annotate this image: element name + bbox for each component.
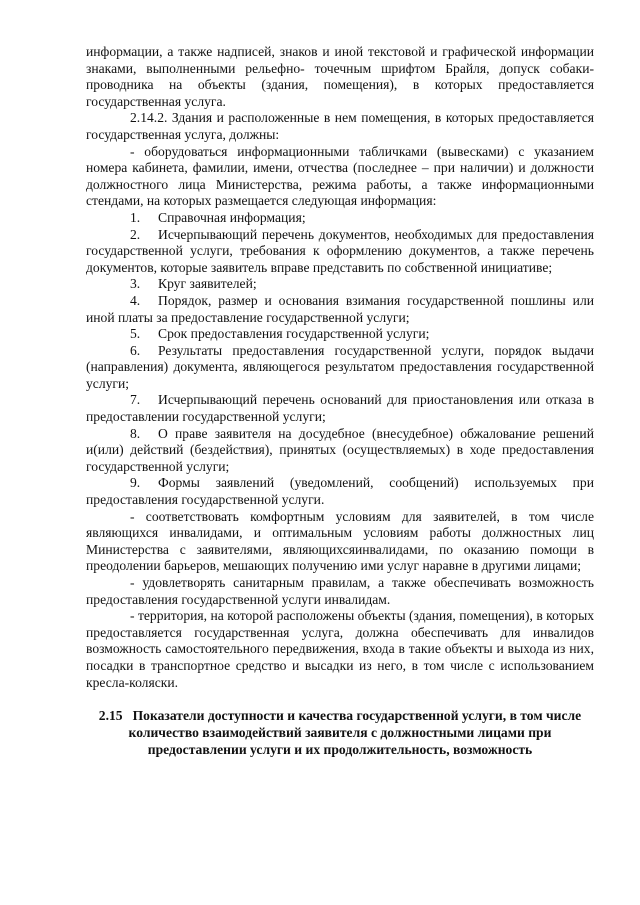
list-item (86, 475, 594, 508)
section-heading-2-15 (86, 707, 594, 758)
list-item (86, 276, 594, 293)
list-item-text: О праве заявителя на досудебное (внесудебное) обжалование решений и(или) действий (бездействия), принятых (осуществляемых) в ходе предоставления государственной услуги; (86, 425, 594, 474)
list-item-number: 5. (130, 326, 141, 342)
section-heading-text: Показатели доступности и качества государственной услуги, в том числе количество взаимодействий заявителя с должностными лицами при предоставлении услуги и их продолжительность, возможность (128, 708, 582, 758)
list-item (86, 326, 594, 343)
document-page (86, 44, 594, 758)
list-item-number: 6. (130, 342, 141, 358)
list-item-number: 8. (130, 425, 141, 441)
list-item-number: 4. (130, 292, 141, 308)
list-item (86, 293, 594, 326)
paragraph-sanitary-rules: - удовлетворять санитарным правилам, а также обеспечивать возможность предоставления государственной услуги инвалидам. (86, 575, 594, 607)
list-item (86, 227, 594, 277)
list-item (86, 343, 594, 393)
list-item-text: Исчерпывающий перечень документов, необходимых для предоставления государственной услуги, требования к оформлению документов, а также перечень документов, которые заявитель вправе представить по собственной инициативе; (86, 226, 594, 275)
list-item-text: Круг заявителей; (158, 276, 257, 292)
list-item (86, 392, 594, 425)
paragraph-section-2-14-2: 2.14.2. Здания и расположенные в нем помещения, в которых предоставляется государственная услуга, должны: (86, 110, 594, 142)
list-item-text: Формы заявлений (уведомлений, сообщений) используемых при предоставления государственной услуги. (86, 475, 594, 508)
list-item-text: Справочная информация; (158, 209, 306, 225)
paragraph-comfort-conditions: - соответствовать комфортным условиям для заявителей, в том числе являющихся инвалидами, и оптимальным условиям работы должностных лиц Министерства с заявителями, являющихсяинвалидами, по оказанию помощи в преодолении барьеров, мешающих получению ими услуг наравне в другими лицами; (86, 508, 594, 574)
paragraph-braille-access: информации, а также надписей, знаков и иной текстовой и графической информации знаками, выполненными рельефно- точечным шрифтом Брайля, допуск собаки-проводника на объекты (здания, помещения), в которых предоставляется государственная услуга. (86, 44, 594, 109)
list-item-text: Исчерпывающий перечень оснований для приостановления или отказа в предоставлении государственной услуги; (86, 392, 594, 425)
list-item-number: 9. (130, 475, 141, 491)
paragraph-info-signs: - оборудоваться информационными табличками (вывесками) с указанием номера кабинета, фамилии, имени, отчества (последнее – при наличии) и должности должностного лица Министерства, режима работы, а также информационными стендами, на которых размещается следующая информация: (86, 143, 594, 209)
list-item-text: Порядок, размер и основания взимания государственной пошлины или иной платы за предоставление государственной услуги; (86, 292, 594, 325)
list-item-number: 3. (130, 276, 141, 292)
list-item-number: 1. (130, 209, 141, 225)
list-item-number: 7. (130, 392, 141, 408)
section-heading-number: 2.15 (98, 708, 123, 724)
list-item (86, 426, 594, 476)
list-item (86, 210, 594, 227)
list-item-number: 2. (130, 226, 141, 242)
paragraph-territory: - территория, на которой расположены объекты (здания, помещения), в которых предоставляется государственная услуга, должна обеспечивать для инвалидов возможность самостоятельного передвижения, входа в такие объекты и выхода из них, посадки в транспортное средство и высадки из него, в том числе с использованием кресла-коляски. (86, 608, 594, 690)
list-item-text: Результаты предоставления государственной услуги, порядок выдачи (направления) документа, являющегося результатом предоставления государственной услуги; (86, 342, 594, 391)
list-item-text: Срок предоставления государственной услуги; (158, 326, 430, 342)
